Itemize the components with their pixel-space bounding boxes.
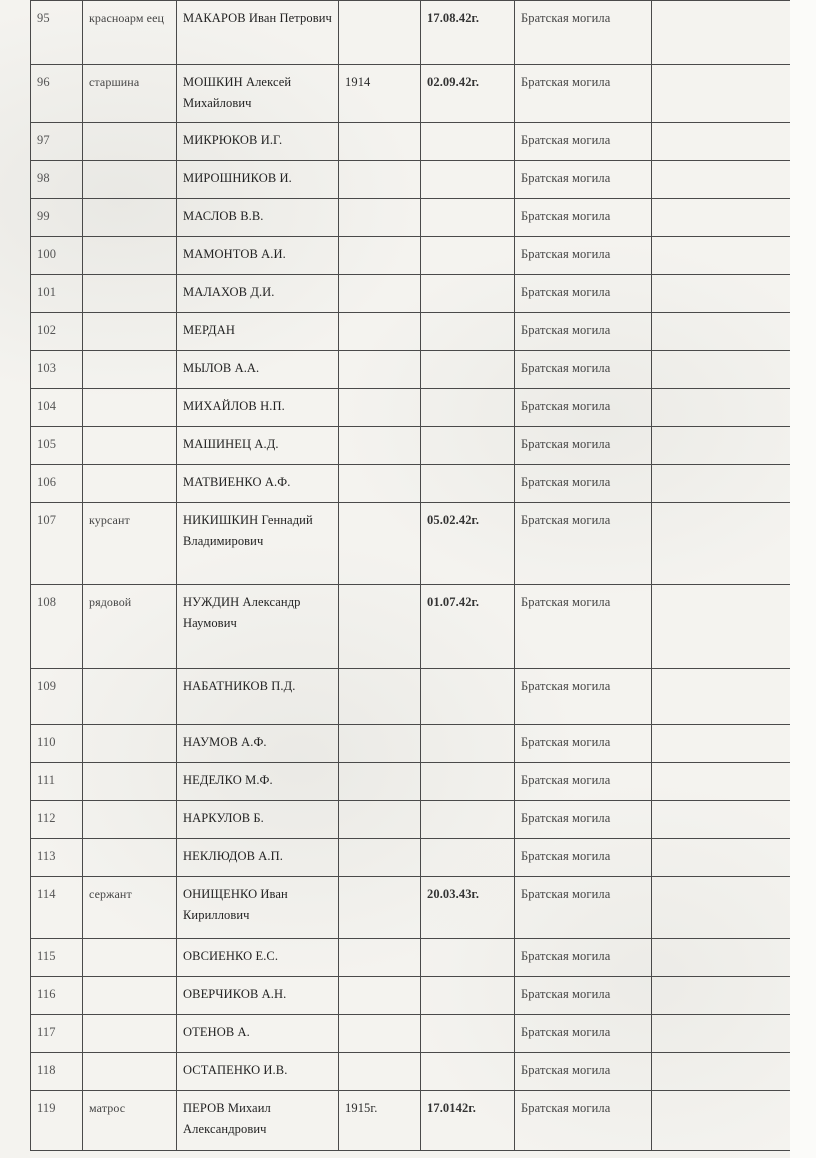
burial-place-cell: Братская могила	[515, 725, 652, 763]
row-number: 115	[31, 939, 83, 977]
rank-cell	[83, 199, 177, 237]
table-row	[31, 669, 791, 725]
notes-cell	[652, 585, 791, 669]
name-cell: МЕРДАН	[177, 313, 339, 351]
name-cell: МИХАЙЛОВ Н.П.	[177, 389, 339, 427]
table-row	[31, 275, 791, 313]
death-date-cell	[421, 161, 515, 199]
birth-year-cell	[339, 465, 421, 503]
burial-roster-table	[30, 0, 791, 1151]
burial-place-cell: Братская могила	[515, 1091, 652, 1151]
notes-cell	[652, 669, 791, 725]
name-cell: НЕКЛЮДОВ А.П.	[177, 839, 339, 877]
death-date-cell	[421, 351, 515, 389]
burial-place-cell: Братская могила	[515, 801, 652, 839]
death-date-cell	[421, 199, 515, 237]
notes-cell	[652, 877, 791, 939]
rank-cell	[83, 237, 177, 275]
table-row	[31, 1053, 791, 1091]
rank-cell	[83, 465, 177, 503]
rank-cell	[83, 669, 177, 725]
rank-cell	[83, 801, 177, 839]
rank-cell	[83, 725, 177, 763]
row-number: 108	[31, 585, 83, 669]
table-row	[31, 1, 791, 65]
notes-cell	[652, 939, 791, 977]
rank-cell: курсант	[83, 503, 177, 585]
row-number: 99	[31, 199, 83, 237]
row-number: 118	[31, 1053, 83, 1091]
burial-place-cell: Братская могила	[515, 977, 652, 1015]
row-number: 116	[31, 977, 83, 1015]
table-row	[31, 161, 791, 199]
rank-cell: красноарм еец	[83, 1, 177, 65]
table-row	[31, 1015, 791, 1053]
birth-year-cell	[339, 763, 421, 801]
rank-cell	[83, 1015, 177, 1053]
row-number: 110	[31, 725, 83, 763]
name-cell: МАСЛОВ В.В.	[177, 199, 339, 237]
name-cell: ОНИЩЕНКО Иван Кириллович	[177, 877, 339, 939]
name-cell: ОСТАПЕНКО И.В.	[177, 1053, 339, 1091]
death-date-cell	[421, 313, 515, 351]
burial-place-cell: Братская могила	[515, 669, 652, 725]
burial-place-cell: Братская могила	[515, 1053, 652, 1091]
burial-place-cell: Братская могила	[515, 123, 652, 161]
burial-place-cell: Братская могила	[515, 939, 652, 977]
rank-cell	[83, 977, 177, 1015]
death-date-cell	[421, 763, 515, 801]
notes-cell	[652, 763, 791, 801]
name-cell: НЕДЕЛКО М.Ф.	[177, 763, 339, 801]
table-row	[31, 801, 791, 839]
death-date-cell	[421, 977, 515, 1015]
table-row	[31, 585, 791, 669]
name-cell: МАШИНЕЦ А.Д.	[177, 427, 339, 465]
burial-place-cell: Братская могила	[515, 877, 652, 939]
name-cell: МАЛАХОВ Д.И.	[177, 275, 339, 313]
burial-place-cell: Братская могила	[515, 351, 652, 389]
rank-cell	[83, 123, 177, 161]
birth-year-cell	[339, 1, 421, 65]
name-cell: ПЕРОВ Михаил Александрович	[177, 1091, 339, 1151]
name-cell: МАМОНТОВ А.И.	[177, 237, 339, 275]
burial-place-cell: Братская могила	[515, 465, 652, 503]
notes-cell	[652, 725, 791, 763]
name-cell: НАУМОВ А.Ф.	[177, 725, 339, 763]
name-cell: МАКАРОВ Иван Петрович	[177, 1, 339, 65]
death-date-cell	[421, 1015, 515, 1053]
name-cell: НУЖДИН Александр Наумович	[177, 585, 339, 669]
birth-year-cell	[339, 1053, 421, 1091]
notes-cell	[652, 465, 791, 503]
table-row	[31, 503, 791, 585]
burial-place-cell: Братская могила	[515, 427, 652, 465]
row-number: 107	[31, 503, 83, 585]
rank-cell: сержант	[83, 877, 177, 939]
birth-year-cell	[339, 585, 421, 669]
table-row	[31, 839, 791, 877]
birth-year-cell	[339, 313, 421, 351]
burial-place-cell: Братская могила	[515, 389, 652, 427]
birth-year-cell: 1914	[339, 65, 421, 123]
roster-body	[31, 1, 791, 1151]
burial-place-cell: Братская могила	[515, 161, 652, 199]
rank-cell	[83, 313, 177, 351]
birth-year-cell	[339, 801, 421, 839]
table-row	[31, 351, 791, 389]
birth-year-cell	[339, 351, 421, 389]
burial-place-cell: Братская могила	[515, 1015, 652, 1053]
notes-cell	[652, 1, 791, 65]
notes-cell	[652, 977, 791, 1015]
name-cell: ОВСИЕНКО Е.С.	[177, 939, 339, 977]
notes-cell	[652, 161, 791, 199]
row-number: 112	[31, 801, 83, 839]
burial-place-cell: Братская могила	[515, 585, 652, 669]
notes-cell	[652, 1053, 791, 1091]
death-date-cell	[421, 427, 515, 465]
name-cell: МЫЛОВ А.А.	[177, 351, 339, 389]
birth-year-cell	[339, 389, 421, 427]
notes-cell	[652, 389, 791, 427]
death-date-cell	[421, 839, 515, 877]
birth-year-cell	[339, 503, 421, 585]
birth-year-cell: 1915г.	[339, 1091, 421, 1151]
notes-cell	[652, 237, 791, 275]
table-row	[31, 763, 791, 801]
row-number: 109	[31, 669, 83, 725]
birth-year-cell	[339, 1015, 421, 1053]
death-date-cell	[421, 939, 515, 977]
birth-year-cell	[339, 839, 421, 877]
table-row	[31, 939, 791, 977]
table-row	[31, 977, 791, 1015]
rank-cell: рядовой	[83, 585, 177, 669]
death-date-cell: 17.08.42г.	[421, 1, 515, 65]
death-date-cell: 20.03.43г.	[421, 877, 515, 939]
birth-year-cell	[339, 275, 421, 313]
name-cell: НИКИШКИН Геннадий Владимирович	[177, 503, 339, 585]
burial-place-cell: Братская могила	[515, 237, 652, 275]
notes-cell	[652, 1091, 791, 1151]
table-row	[31, 877, 791, 939]
rank-cell: старшина	[83, 65, 177, 123]
death-date-cell	[421, 389, 515, 427]
birth-year-cell	[339, 877, 421, 939]
row-number: 111	[31, 763, 83, 801]
row-number: 97	[31, 123, 83, 161]
row-number: 104	[31, 389, 83, 427]
rank-cell	[83, 763, 177, 801]
name-cell: МАТВИЕНКО А.Ф.	[177, 465, 339, 503]
birth-year-cell	[339, 199, 421, 237]
notes-cell	[652, 313, 791, 351]
row-number: 100	[31, 237, 83, 275]
rank-cell	[83, 1053, 177, 1091]
table-row	[31, 65, 791, 123]
row-number: 113	[31, 839, 83, 877]
notes-cell	[652, 801, 791, 839]
name-cell: ОТЕНОВ А.	[177, 1015, 339, 1053]
name-cell: НАРКУЛОВ Б.	[177, 801, 339, 839]
notes-cell	[652, 275, 791, 313]
notes-cell	[652, 65, 791, 123]
notes-cell	[652, 123, 791, 161]
death-date-cell	[421, 275, 515, 313]
death-date-cell: 17.0142г.	[421, 1091, 515, 1151]
birth-year-cell	[339, 161, 421, 199]
row-number: 98	[31, 161, 83, 199]
death-date-cell: 05.02.42г.	[421, 503, 515, 585]
birth-year-cell	[339, 669, 421, 725]
burial-place-cell: Братская могила	[515, 763, 652, 801]
notes-cell	[652, 427, 791, 465]
rank-cell	[83, 275, 177, 313]
name-cell: МИКРЮКОВ И.Г.	[177, 123, 339, 161]
rank-cell: матрос	[83, 1091, 177, 1151]
notes-cell	[652, 839, 791, 877]
row-number: 96	[31, 65, 83, 123]
birth-year-cell	[339, 977, 421, 1015]
table-row	[31, 123, 791, 161]
death-date-cell	[421, 465, 515, 503]
name-cell: МИРОШНИКОВ И.	[177, 161, 339, 199]
rank-cell	[83, 351, 177, 389]
notes-cell	[652, 1015, 791, 1053]
death-date-cell	[421, 801, 515, 839]
burial-place-cell: Братская могила	[515, 1, 652, 65]
row-number: 114	[31, 877, 83, 939]
death-date-cell	[421, 669, 515, 725]
birth-year-cell	[339, 939, 421, 977]
notes-cell	[652, 503, 791, 585]
rank-cell	[83, 939, 177, 977]
table-row	[31, 1091, 791, 1151]
table-row	[31, 237, 791, 275]
rank-cell	[83, 839, 177, 877]
name-cell: НАБАТНИКОВ П.Д.	[177, 669, 339, 725]
birth-year-cell	[339, 123, 421, 161]
burial-place-cell: Братская могила	[515, 313, 652, 351]
table-row	[31, 427, 791, 465]
row-number: 105	[31, 427, 83, 465]
table-row	[31, 725, 791, 763]
name-cell: ОВЕРЧИКОВ А.Н.	[177, 977, 339, 1015]
row-number: 117	[31, 1015, 83, 1053]
table-row	[31, 465, 791, 503]
row-number: 103	[31, 351, 83, 389]
row-number: 101	[31, 275, 83, 313]
burial-place-cell: Братская могила	[515, 65, 652, 123]
death-date-cell	[421, 725, 515, 763]
row-number: 95	[31, 1, 83, 65]
death-date-cell	[421, 1053, 515, 1091]
birth-year-cell	[339, 237, 421, 275]
rank-cell	[83, 389, 177, 427]
burial-place-cell: Братская могила	[515, 503, 652, 585]
death-date-cell: 02.09.42г.	[421, 65, 515, 123]
table-row	[31, 199, 791, 237]
birth-year-cell	[339, 427, 421, 465]
row-number: 106	[31, 465, 83, 503]
burial-place-cell: Братская могила	[515, 199, 652, 237]
death-date-cell	[421, 123, 515, 161]
death-date-cell: 01.07.42г.	[421, 585, 515, 669]
burial-place-cell: Братская могила	[515, 275, 652, 313]
row-number: 119	[31, 1091, 83, 1151]
rank-cell	[83, 427, 177, 465]
row-number: 102	[31, 313, 83, 351]
table-row	[31, 389, 791, 427]
notes-cell	[652, 351, 791, 389]
page-margin	[790, 0, 816, 1158]
name-cell: МОШКИН Алексей Михайлович	[177, 65, 339, 123]
table-row	[31, 313, 791, 351]
death-date-cell	[421, 237, 515, 275]
notes-cell	[652, 199, 791, 237]
burial-place-cell: Братская могила	[515, 839, 652, 877]
birth-year-cell	[339, 725, 421, 763]
rank-cell	[83, 161, 177, 199]
